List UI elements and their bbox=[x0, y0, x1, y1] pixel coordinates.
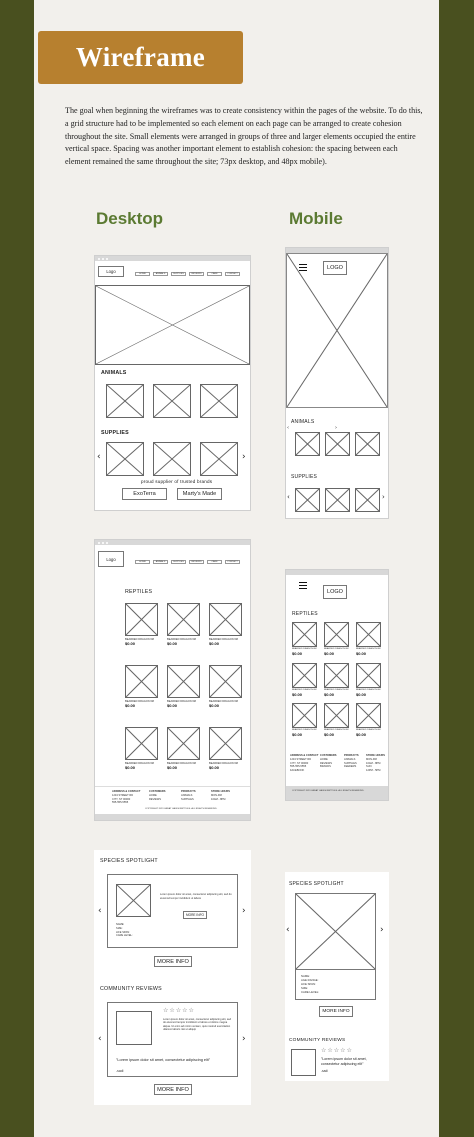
product-image-placeholder[interactable] bbox=[324, 663, 349, 688]
species-description: Lorem ipsum dolor sit amet, consectetur adipiscing elit, sed do eiusmod tempor incididunt ut labore bbox=[160, 893, 232, 900]
product-caption: BEARDED DRAGON 6M bbox=[292, 729, 317, 731]
hamburger-menu-icon[interactable] bbox=[299, 264, 307, 271]
product-image-placeholder[interactable] bbox=[292, 622, 317, 647]
intro-paragraph: The goal when beginning the wireframes was to create consistency within the pages of the website. To do this, a grid structure had to be implemented so each element on each page can be arranged to create cohesion throughout the site. Small elements were arranged in groups of three and larger elements occupied the entire vertical space. Spacing was another important element to establish cohesion: the spacing between each element remained the same throughout the site; 73px desktop, and 48px mobile). bbox=[65, 106, 423, 167]
shop-desktop-wireframe bbox=[94, 539, 251, 821]
animals-label: ANIMALS bbox=[291, 419, 315, 425]
product-price: $0.00 bbox=[292, 651, 303, 656]
footer-bar bbox=[95, 814, 250, 820]
desktop-nav bbox=[135, 560, 245, 564]
carousel-left-arrow-icon[interactable]: ‹ bbox=[287, 425, 289, 431]
product-price: $0.00 bbox=[209, 765, 220, 770]
product-price: $0.00 bbox=[292, 732, 303, 737]
product-caption: BEARDED DRAGON 6M bbox=[324, 648, 349, 650]
spotlight-card bbox=[107, 874, 238, 948]
review-quote: "Lorem ipsum dolor sit amet, consectetur adipiscing elit" bbox=[116, 1058, 211, 1062]
logo[interactable]: LOGO bbox=[323, 585, 347, 599]
carousel-right-arrow-icon[interactable]: › bbox=[242, 1034, 246, 1044]
nav-item[interactable]: REVIEWS bbox=[189, 560, 204, 564]
supply-image-placeholder[interactable] bbox=[355, 488, 380, 512]
product-caption: BEARDED DRAGON 6M bbox=[324, 729, 349, 731]
carousel-left-arrow-icon[interactable]: ‹ bbox=[98, 1034, 102, 1044]
carousel-right-arrow-icon[interactable]: › bbox=[382, 493, 385, 501]
nav-item[interactable]: CONTACT bbox=[225, 272, 240, 276]
more-info-button[interactable]: MORE INFO bbox=[319, 1006, 353, 1017]
browser-bar bbox=[95, 540, 250, 545]
reviewer-image-placeholder bbox=[291, 1049, 316, 1076]
more-info-button[interactable]: MORE INFO bbox=[154, 1084, 192, 1095]
home-mobile-wireframe bbox=[285, 247, 389, 519]
community-reviews-heading: COMMUNITY REVIEWS bbox=[289, 1038, 346, 1043]
review-author: -sadi bbox=[116, 1069, 124, 1073]
reviewer-image-placeholder bbox=[116, 1011, 152, 1045]
supply-image-placeholder[interactable] bbox=[325, 488, 350, 512]
supplies-label: SUPPLIES bbox=[291, 474, 318, 480]
brand-button-martys-made[interactable]: Marty's Made bbox=[177, 488, 222, 500]
hero-image-placeholder bbox=[95, 285, 250, 365]
more-info-button[interactable]: MORE INFO bbox=[154, 956, 192, 967]
nav-item[interactable]: CARE bbox=[207, 560, 222, 564]
review-author: -sadi bbox=[321, 1069, 328, 1073]
content-panel bbox=[34, 0, 439, 1137]
footer-column: ADDRESS & CONTACT 1234 STREET RD CITY, ST 00000 555-555-5555 FACEBOOK bbox=[290, 754, 319, 773]
spotlight-desktop-wireframe bbox=[94, 850, 251, 1105]
window-dot bbox=[98, 542, 100, 544]
footer-column: PRODUCTS ANIMALS SUPPLIES bbox=[181, 790, 196, 801]
carousel-right-arrow-icon[interactable]: › bbox=[380, 925, 384, 935]
animal-image-placeholder[interactable] bbox=[153, 384, 191, 418]
product-caption: BEARDED DRAGON 6M bbox=[125, 638, 154, 641]
animal-image-placeholder[interactable] bbox=[325, 432, 350, 456]
logo[interactable]: Logo bbox=[98, 551, 124, 567]
nav-item[interactable]: HOME bbox=[135, 560, 150, 564]
supplier-text: proud supplier of trusted brands bbox=[141, 479, 213, 484]
product-image-placeholder[interactable] bbox=[167, 603, 200, 636]
species-specs: NAME: SIZE: LIFE SPAN: CARE LEVEL: bbox=[116, 923, 133, 938]
review-body: Lorem ipsum dolor sit amet, consectetur adipiscing elit, sed do eiusmod tempor incididunt ut labore et dolore magna aliqua. Ut enim ad minim veniam, quis nostrud exercitation ullamco laboris nisi ut aliquip bbox=[163, 1018, 232, 1032]
product-price: $0.00 bbox=[292, 692, 303, 697]
product-price: $0.00 bbox=[356, 692, 367, 697]
product-price: $0.00 bbox=[356, 651, 367, 656]
product-price: $0.00 bbox=[167, 765, 178, 770]
product-image-placeholder[interactable] bbox=[324, 703, 349, 728]
product-price: $0.00 bbox=[324, 732, 335, 737]
product-caption: BEARDED DRAGON 6M bbox=[125, 700, 154, 703]
footer-column: CUSTOMERS HOME REVIEWS bbox=[149, 790, 166, 801]
title-banner bbox=[38, 31, 243, 84]
product-caption: BEARDED DRAGON 6M bbox=[356, 689, 381, 691]
product-price: $0.00 bbox=[125, 765, 136, 770]
window-dot bbox=[102, 542, 104, 544]
nav-item[interactable]: ANIMALS bbox=[153, 272, 168, 276]
species-image-placeholder bbox=[116, 884, 151, 917]
home-desktop-wireframe bbox=[94, 255, 251, 511]
logo[interactable]: Logo bbox=[98, 266, 124, 277]
carousel-left-arrow-icon[interactable]: ‹ bbox=[97, 452, 101, 462]
animal-image-placeholder[interactable] bbox=[106, 384, 144, 418]
product-price: $0.00 bbox=[167, 703, 178, 708]
mobile-footer bbox=[286, 750, 388, 784]
product-caption: BEARDED DRAGON 6M bbox=[167, 762, 196, 765]
footer-column: PRODUCTS ANIMALS SUPPLIES FEEDERS bbox=[344, 754, 359, 769]
spotlight-mobile-wireframe bbox=[285, 872, 389, 1081]
product-caption: BEARDED DRAGON 6M bbox=[324, 689, 349, 691]
product-price: $0.00 bbox=[125, 641, 136, 646]
footer-column: CUSTOMERS HOME REVIEWS BRANDS bbox=[320, 754, 337, 769]
product-image-placeholder[interactable] bbox=[125, 665, 158, 698]
community-reviews-heading: COMMUNITY REVIEWS bbox=[100, 986, 162, 992]
browser-bar bbox=[95, 256, 250, 261]
species-specs: NAME: AGE RANGE: LIFE SPAN: SIZE: CARE LEVEL: bbox=[301, 974, 320, 994]
nav-item[interactable]: SUPPLIES bbox=[171, 272, 186, 276]
product-image-placeholder[interactable] bbox=[167, 665, 200, 698]
window-dot bbox=[102, 258, 104, 260]
footer-column: ADDRESS & CONTACT 1234 STREET RD CITY, ST 00000 555-555-5555 bbox=[112, 790, 141, 805]
product-image-placeholder[interactable] bbox=[125, 603, 158, 636]
product-image-placeholder[interactable] bbox=[209, 665, 242, 698]
product-image-placeholder[interactable] bbox=[292, 703, 317, 728]
product-price: $0.00 bbox=[209, 703, 220, 708]
carousel-left-arrow-icon[interactable]: ‹ bbox=[286, 925, 290, 935]
review-quote: "Lorem ipsum dolor sit amet, consectetur adipiscing elit" bbox=[321, 1057, 367, 1066]
product-image-placeholder[interactable] bbox=[356, 622, 381, 647]
species-image-placeholder bbox=[296, 894, 375, 970]
product-image-placeholder[interactable] bbox=[167, 727, 200, 760]
logo[interactable]: LOGO bbox=[323, 261, 347, 275]
product-caption: BEARDED DRAGON 6M bbox=[356, 729, 381, 731]
animal-image-placeholder[interactable] bbox=[200, 384, 238, 418]
desktop-heading: Desktop bbox=[96, 209, 164, 228]
carousel-right-arrow-icon[interactable]: › bbox=[242, 906, 246, 916]
supply-image-placeholder[interactable] bbox=[295, 488, 320, 512]
reptiles-heading: REPTILES bbox=[125, 589, 153, 595]
window-dot bbox=[106, 258, 108, 260]
product-price: $0.00 bbox=[167, 641, 178, 646]
product-caption: BEARDED DRAGON 6M bbox=[356, 648, 381, 650]
shop-mobile-wireframe bbox=[285, 569, 389, 801]
footer-column: STORE HOURS MON-FRI 10AM - 8PM SUN 12PM - 5PM bbox=[366, 754, 385, 773]
product-caption: BEARDED DRAGON 6M bbox=[209, 762, 238, 765]
spotlight-card bbox=[295, 893, 376, 1000]
product-price: $0.00 bbox=[125, 703, 136, 708]
product-price: $0.00 bbox=[324, 651, 335, 656]
star-rating-icon: ☆☆☆☆☆ bbox=[163, 1007, 195, 1014]
reptiles-heading: REPTILES bbox=[292, 611, 318, 617]
page-title: Wireframe bbox=[75, 42, 206, 72]
product-image-placeholder[interactable] bbox=[209, 727, 242, 760]
carousel-right-arrow-icon[interactable]: › bbox=[242, 452, 246, 462]
product-image-placeholder[interactable] bbox=[125, 727, 158, 760]
desktop-nav bbox=[135, 272, 245, 276]
nav-item[interactable]: CONTACT bbox=[225, 560, 240, 564]
product-caption: BEARDED DRAGON 6M bbox=[292, 689, 317, 691]
supply-image-placeholder[interactable] bbox=[106, 442, 144, 476]
species-spotlight-heading: SPECIES SPOTLIGHT bbox=[289, 881, 344, 887]
mobile-status-bar bbox=[286, 570, 388, 575]
product-image-placeholder[interactable] bbox=[292, 663, 317, 688]
star-rating-icon: ☆☆☆☆☆ bbox=[321, 1047, 353, 1054]
carousel-right-arrow-icon[interactable]: › bbox=[335, 425, 337, 431]
nav-item[interactable]: ANIMALS bbox=[153, 560, 168, 564]
more-info-button[interactable]: MORE INFO bbox=[183, 911, 207, 919]
supply-image-placeholder[interactable] bbox=[153, 442, 191, 476]
animals-label: ANIMALS bbox=[101, 370, 127, 376]
site-footer bbox=[95, 786, 250, 812]
window-dot bbox=[106, 542, 108, 544]
review-card bbox=[107, 1002, 238, 1077]
product-caption: BEARDED DRAGON 6M bbox=[292, 648, 317, 650]
product-caption: BEARDED DRAGON 6M bbox=[167, 638, 196, 641]
window-dot bbox=[98, 258, 100, 260]
carousel-left-arrow-icon[interactable]: ‹ bbox=[287, 493, 290, 501]
carousel-left-arrow-icon[interactable]: ‹ bbox=[98, 906, 102, 916]
footer-column: STORE HOURS MON-FRI 10AM - 8PM bbox=[211, 790, 230, 801]
product-price: $0.00 bbox=[324, 692, 335, 697]
nav-item[interactable]: SUPPLIES bbox=[171, 560, 186, 564]
product-price: $0.00 bbox=[356, 732, 367, 737]
mobile-hero-image-placeholder bbox=[286, 253, 388, 408]
nav-item[interactable]: HOME bbox=[135, 272, 150, 276]
species-spotlight-heading: SPECIES SPOTLIGHT bbox=[100, 858, 158, 864]
copyright-text: COPYRIGHT 2023 GREAT LAKES REPTILES. ALL RIGHTS RESERVED. bbox=[145, 808, 218, 810]
mobile-heading: Mobile bbox=[289, 209, 343, 228]
product-image-placeholder[interactable] bbox=[356, 663, 381, 688]
footer-bar bbox=[286, 786, 388, 800]
animal-image-placeholder[interactable] bbox=[355, 432, 380, 456]
product-price: $0.00 bbox=[209, 641, 220, 646]
nav-item[interactable]: CARE bbox=[207, 272, 222, 276]
product-image-placeholder[interactable] bbox=[356, 703, 381, 728]
product-caption: BEARDED DRAGON 6M bbox=[209, 700, 238, 703]
copyright-text: COPYRIGHT 2023 GREAT LAKES REPTILES. ALL RIGHTS RESERVED. bbox=[292, 790, 365, 792]
hamburger-menu-icon[interactable] bbox=[299, 582, 307, 589]
product-image-placeholder[interactable] bbox=[324, 622, 349, 647]
brand-button-exoterra[interactable]: ExoTerra bbox=[122, 488, 167, 500]
animal-image-placeholder[interactable] bbox=[295, 432, 320, 456]
product-caption: BEARDED DRAGON 6M bbox=[125, 762, 154, 765]
nav-item[interactable]: REVIEWS bbox=[189, 272, 204, 276]
supply-image-placeholder[interactable] bbox=[200, 442, 238, 476]
product-image-placeholder[interactable] bbox=[209, 603, 242, 636]
product-caption: BEARDED DRAGON 6M bbox=[209, 638, 238, 641]
product-caption: BEARDED DRAGON 6M bbox=[167, 700, 196, 703]
supplies-label: SUPPLIES bbox=[101, 430, 129, 436]
